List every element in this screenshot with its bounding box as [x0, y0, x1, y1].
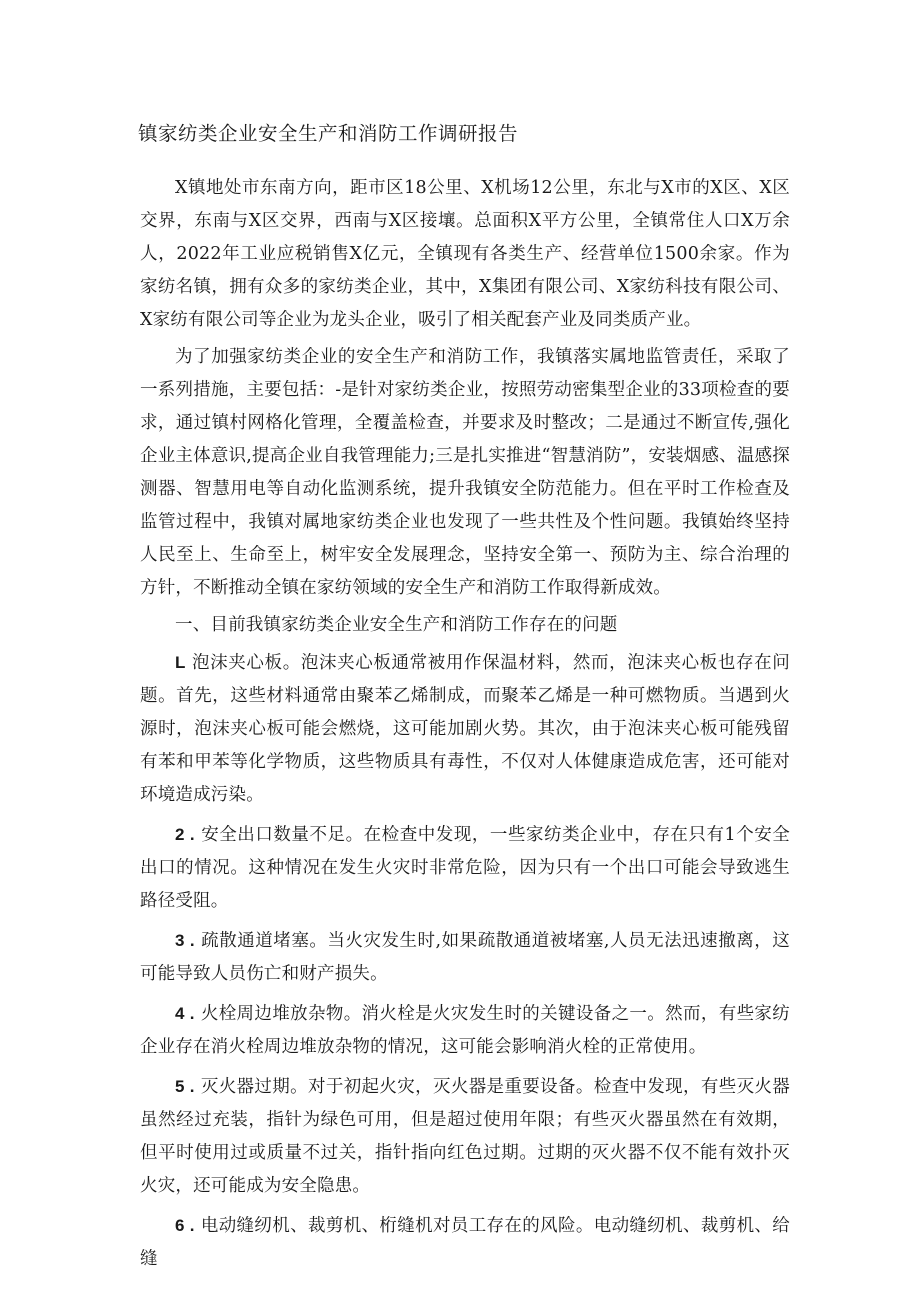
list-item-number: 5 .: [175, 1077, 195, 1096]
list-item-number: 2 .: [175, 825, 195, 844]
section-heading: 一、目前我镇家纺类企业安全生产和消防工作存在的问题: [175, 615, 618, 635]
document-body: [140, 172, 790, 1282]
list-item: [140, 997, 790, 1064]
list-item-number: 6 .: [175, 1216, 195, 1235]
list-item-number: 3 .: [175, 931, 195, 950]
list-item: [140, 1209, 790, 1276]
list-item: [140, 818, 790, 918]
list-item-number: 4 .: [175, 1004, 195, 1023]
list-item: [140, 646, 790, 812]
list-item-text: 火栓周边堆放杂物。消火栓是火灾发生时的关键设备之一。然而，有些家纺企业存在消火栓周边堆放杂物的情况，这可能会影响消火栓的正常使用。: [140, 1004, 790, 1057]
list-item-text: 泡沫夹心板。泡沫夹心板通常被用作保温材料，然而，泡沫夹心板也存在问题。首先，这些材料通常由聚苯乙烯制成，而聚苯乙烯是一种可燃物质。当遇到火源时，泡沫夹心板可能会燃烧，这可能加剧火势。其次，由于泡沫夹心板可能残留有苯和甲苯等化学物质，这些物质具有毒性，不仅对人体健康造成危害，还可能对环境造成污染。: [140, 653, 790, 805]
list-item-text: 疏散通道堵塞。当火灾发生时,如果疏散通道被堵塞,人员无法迅速撤离，这可能导致人员伤亡和财产损失。: [140, 931, 790, 984]
list-item-text: 安全出口数量不足。在检查中发现，一些家纺类企业中，存在只有1个安全出口的情况。这种情况在发生火灾时非常危险，因为只有一个出口可能会导致逃生路径受阻。: [140, 825, 790, 911]
measures-paragraph: 为了加强家纺类企业的安全生产和消防工作，我镇落实属地监管责任，采取了一系列措施，主要包括：-是针对家纺类企业，按照劳动密集型企业的33项检查的要求，通过镇村网格化管理，全覆盖检查，并要求及时整改；二是通过不断宣传,强化企业主体意识,提高企业自我管理能力;三是扎实推进“智慧消防”，安装烟感、温感探测器、智慧用电等自动化监测系统，提升我镇安全防范能力。但在平时工作检查及监管过程中，我镇对属地家纺类企业也发现了一些共性及个性问题。我镇始终坚持人民至上、生命至上，树牢安全发展理念，坚持安全第一、预防为主、综合治理的方针，不断推动全镇在家纺领域的安全生产和消防工作取得新成效。: [140, 347, 790, 598]
list-item-text: 电动缝纫机、裁剪机、桁缝机对员工存在的风险。电动缝纫机、裁剪机、给缝: [140, 1216, 790, 1269]
list-item: [140, 924, 790, 991]
list-item: [140, 1070, 790, 1203]
document-title: 镇家纺类企业安全生产和消防工作调研报告: [138, 122, 519, 145]
list-item-number: L: [175, 653, 186, 672]
intro-paragraph: X镇地处市东南方向，距市区18公里、X机场12公里，东北与X市的X区、X区交界，东南与X区交界，西南与X区接壤。总面积X平方公里，全镇常住人口X万余人，2022年工业应税销售X亿元，全镇现有各类生产、经营单位1500余家。作为家纺名镇，拥有众多的家纺类企业，其中，X集团有限公司、X家纺科技有限公司、X家纺有限公司等企业为龙头企业，吸引了相关配套产业及同类质产业。: [140, 178, 790, 330]
list-item-text: 灭火器过期。对于初起火灾，灭火器是重要设备。检查中发现，有些灭火器虽然经过充装，指针为绿色可用，但是超过使用年限；有些灭火器虽然在有效期，但平时使用过或质量不过关，指针指向红色过期。过期的灭火器不仅不能有效扑灭火灾，还可能成为安全隐患。: [140, 1077, 790, 1196]
